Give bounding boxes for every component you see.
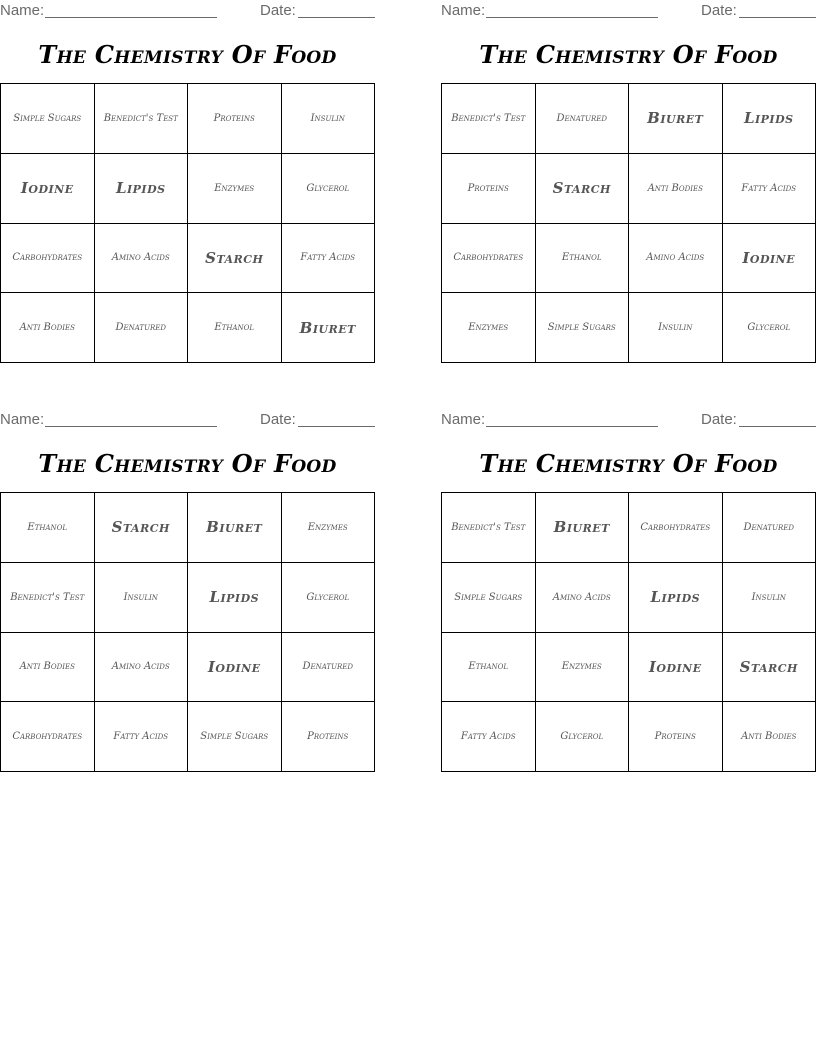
bingo-cell[interactable]: Anti Bodies <box>1 633 95 703</box>
name-label: Name: <box>441 411 486 428</box>
bingo-cell[interactable]: Ethanol <box>188 293 282 363</box>
bingo-cell[interactable]: Biuret <box>282 293 376 363</box>
bingo-cell[interactable]: Benedict's Test <box>442 84 536 154</box>
bingo-cell[interactable]: Denatured <box>536 84 630 154</box>
bingo-cell[interactable]: Amino Acids <box>629 224 723 294</box>
bingo-cell[interactable]: Simple Sugars <box>188 702 282 772</box>
bingo-cell[interactable]: Carbohydrates <box>442 224 536 294</box>
bingo-cell[interactable]: Proteins <box>188 84 282 154</box>
card-title: The Chemistry Of Food <box>479 40 778 69</box>
name-label: Name: <box>441 2 486 19</box>
bingo-card-1 <box>0 0 375 365</box>
bingo-cell[interactable]: Simple Sugars <box>442 563 536 633</box>
card-title: The Chemistry Of Food <box>38 449 337 478</box>
date-field[interactable] <box>739 17 816 18</box>
bingo-cell[interactable]: Anti Bodies <box>723 702 816 772</box>
bingo-cell[interactable]: Glycerol <box>723 293 816 363</box>
bingo-cell[interactable]: Proteins <box>282 702 376 772</box>
bingo-cell[interactable]: Iodine <box>1 154 95 224</box>
bingo-cell[interactable]: Amino Acids <box>536 563 630 633</box>
bingo-cell[interactable]: Insulin <box>723 563 816 633</box>
bingo-cell[interactable]: Denatured <box>723 493 816 563</box>
name-date-row <box>0 410 375 430</box>
bingo-grid <box>0 492 375 772</box>
bingo-cell[interactable]: Denatured <box>282 633 376 703</box>
bingo-cell[interactable]: Insulin <box>629 293 723 363</box>
bingo-cell[interactable]: Enzymes <box>536 633 630 703</box>
bingo-cell[interactable]: Biuret <box>629 84 723 154</box>
bingo-grid <box>441 492 816 772</box>
bingo-cell[interactable]: Ethanol <box>442 633 536 703</box>
bingo-cell[interactable]: Starch <box>536 154 630 224</box>
bingo-card-4 <box>441 409 816 774</box>
bingo-cell[interactable]: Fatty Acids <box>282 224 376 294</box>
bingo-cell[interactable]: Lipids <box>723 84 816 154</box>
date-label: Date: <box>701 411 737 428</box>
date-label: Date: <box>260 2 296 19</box>
bingo-cell[interactable]: Starch <box>723 633 816 703</box>
bingo-cell[interactable]: Simple Sugars <box>536 293 630 363</box>
card-title: The Chemistry Of Food <box>479 449 778 478</box>
bingo-cell[interactable]: Glycerol <box>282 154 376 224</box>
bingo-cell[interactable]: Biuret <box>188 493 282 563</box>
bingo-cell[interactable]: Amino Acids <box>95 224 189 294</box>
bingo-cell[interactable]: Fatty Acids <box>442 702 536 772</box>
name-date-row <box>441 410 816 430</box>
bingo-cell[interactable]: Anti Bodies <box>1 293 95 363</box>
bingo-cell[interactable]: Lipids <box>188 563 282 633</box>
bingo-cell[interactable]: Starch <box>95 493 189 563</box>
bingo-cell[interactable]: Iodine <box>629 633 723 703</box>
name-field[interactable] <box>45 426 217 427</box>
bingo-grid <box>0 83 375 363</box>
bingo-cell[interactable]: Lipids <box>629 563 723 633</box>
bingo-cell[interactable]: Starch <box>188 224 282 294</box>
name-label: Name: <box>0 2 45 19</box>
bingo-cell[interactable]: Anti Bodies <box>629 154 723 224</box>
bingo-cell[interactable]: Proteins <box>442 154 536 224</box>
bingo-cell[interactable]: Ethanol <box>536 224 630 294</box>
bingo-cell[interactable]: Enzymes <box>188 154 282 224</box>
date-field[interactable] <box>298 426 375 427</box>
bingo-cell[interactable]: Benedict's Test <box>442 493 536 563</box>
bingo-cell[interactable]: Carbohydrates <box>629 493 723 563</box>
bingo-cell[interactable]: Enzymes <box>442 293 536 363</box>
name-date-row <box>0 1 375 21</box>
bingo-cell[interactable]: Fatty Acids <box>95 702 189 772</box>
bingo-cell[interactable]: Carbohydrates <box>1 224 95 294</box>
bingo-cell[interactable]: Iodine <box>723 224 816 294</box>
bingo-cell[interactable]: Benedict's Test <box>1 563 95 633</box>
bingo-cell[interactable]: Glycerol <box>282 563 376 633</box>
bingo-cell[interactable]: Iodine <box>188 633 282 703</box>
bingo-cell[interactable]: Proteins <box>629 702 723 772</box>
bingo-card-2 <box>441 0 816 365</box>
name-field[interactable] <box>486 426 658 427</box>
name-date-row <box>441 1 816 21</box>
bingo-grid <box>441 83 816 363</box>
bingo-cell[interactable]: Carbohydrates <box>1 702 95 772</box>
bingo-cell[interactable]: Insulin <box>282 84 376 154</box>
bingo-cell[interactable]: Benedict's Test <box>95 84 189 154</box>
date-field[interactable] <box>739 426 816 427</box>
card-title: The Chemistry Of Food <box>38 40 337 69</box>
bingo-cell[interactable]: Glycerol <box>536 702 630 772</box>
bingo-card-3 <box>0 409 375 774</box>
bingo-cell[interactable]: Enzymes <box>282 493 376 563</box>
date-label: Date: <box>701 2 737 19</box>
bingo-cell[interactable]: Ethanol <box>1 493 95 563</box>
date-label: Date: <box>260 411 296 428</box>
name-field[interactable] <box>486 17 658 18</box>
name-field[interactable] <box>45 17 217 18</box>
bingo-cell[interactable]: Simple Sugars <box>1 84 95 154</box>
bingo-cell[interactable]: Lipids <box>95 154 189 224</box>
bingo-cell[interactable]: Fatty Acids <box>723 154 816 224</box>
bingo-cell[interactable]: Insulin <box>95 563 189 633</box>
bingo-cell[interactable]: Denatured <box>95 293 189 363</box>
bingo-cell[interactable]: Amino Acids <box>95 633 189 703</box>
date-field[interactable] <box>298 17 375 18</box>
bingo-cell[interactable]: Biuret <box>536 493 630 563</box>
name-label: Name: <box>0 411 45 428</box>
